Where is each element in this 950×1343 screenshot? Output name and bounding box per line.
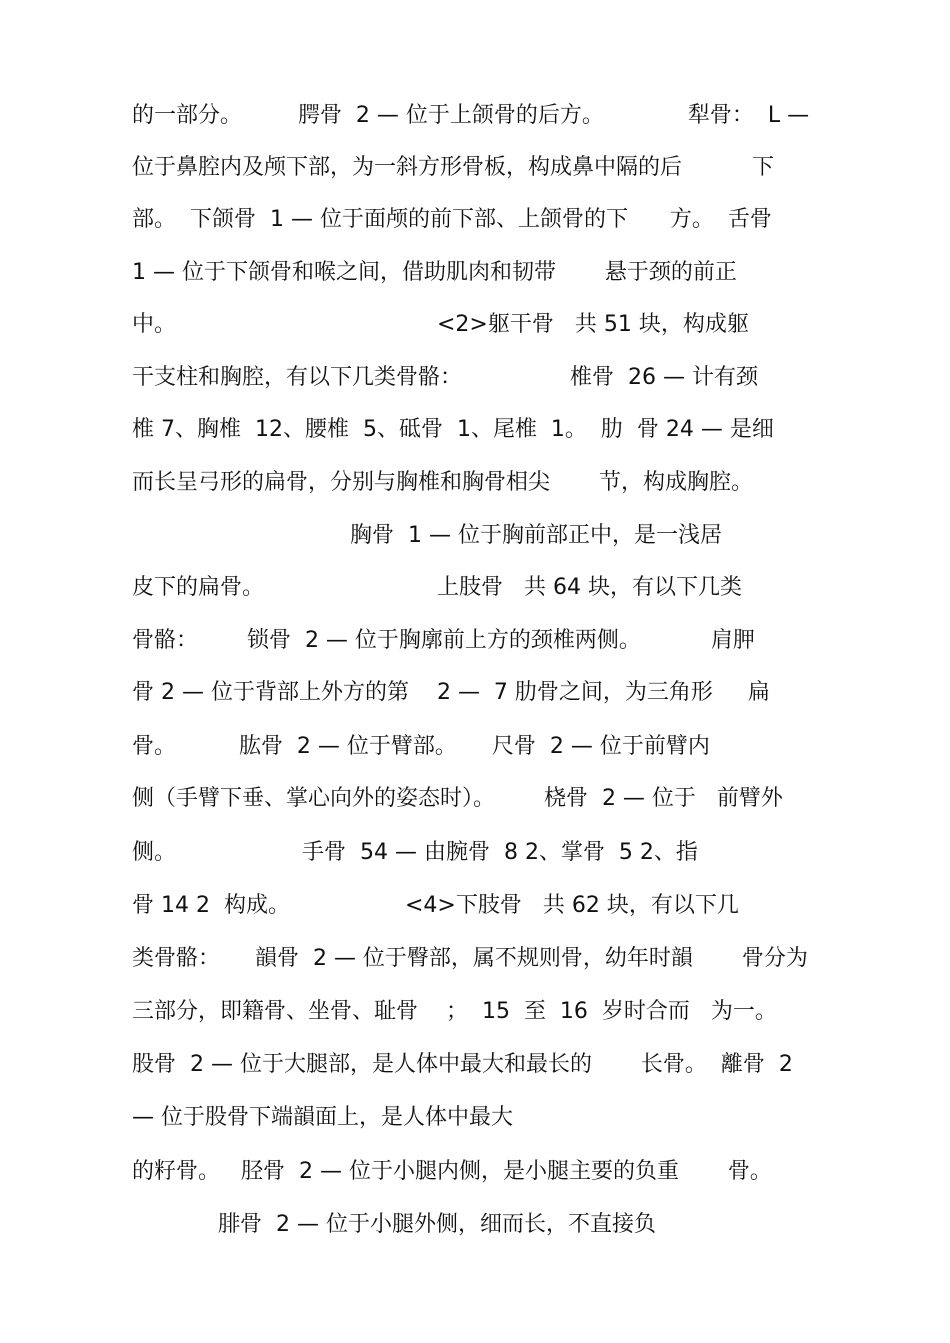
text-line: 股骨 2 — 位于大腿部，是人体中最大和最长的 长骨。 離骨 2 [132,1052,793,1077]
text-line: 而长呈弓形的扁骨，分别与胸椎和胸骨相尖 节，构成胸腔。 [132,470,753,495]
text-line: 的一部分。 腭骨 2 — 位于上颌骨的后方。 犁骨： L — [132,103,810,128]
text-line: 椎骨 26 — 计有颈 [570,365,758,390]
text-line: 部。 下颌骨 1 — 位于面颅的前下部、上颌骨的下 方。 舌骨 [132,207,772,232]
text-line: 上肢骨 共 64 块，有以下几类 [437,575,742,600]
text-line: 三部分，即籍骨、坐骨、耻骨 ； 15 至 16 岁时合而 为一。 [132,999,777,1024]
text-line: 1 — 位于下颌骨和喉之间，借助肌肉和韧带 悬于颈的前正 [132,260,737,285]
text-line: 侧（手臂下垂、掌心向外的姿态时）。 桡骨 2 — 位于 前臂外 [132,786,783,811]
text-line: 骨。 肱骨 2 — 位于臂部。 尺骨 2 — 位于前臂内 [132,734,710,759]
text-line: 胸骨 1 — 位于胸前部正中，是一浅居 [350,523,722,548]
text-line: 椎 7、胸椎 12、腰椎 5、砥骨 1、尾椎 1。 肋 骨 24 — 是细 [132,417,774,442]
text-line: 腓骨 2 — 位于小腿外侧，细而长，不直接负 [218,1212,656,1237]
text-line: 骨 14 2 构成。 [132,893,290,918]
text-line: 干支柱和胸腔，有以下几类骨骼： [132,365,463,390]
text-line: <4>下肢骨 共 62 块，有以下几 [405,893,739,918]
text-line: 皮下的扁骨。 [132,575,265,600]
text-line: 骨 2 — 位于背部上外方的第 2 — 7 肋骨之间，为三角形 扁 [132,680,770,705]
text-line: 位于鼻腔内及颅下部，为一斜方形骨板，构成鼻中隔的后 下 [132,155,774,180]
text-line: 侧。 [132,840,177,865]
text-line: 骨骼： 锁骨 2 — 位于胸廓前上方的颈椎两侧。 肩胛 [132,628,755,653]
text-line: 的籽骨。 胫骨 2 — 位于小腿内侧，是小腿主要的负重 骨。 [132,1159,772,1184]
text-line: 中。 [132,312,177,337]
text-line: 手骨 54 — 由腕骨 8 2、掌骨 5 2、指 [302,840,698,865]
text-line: — 位于股骨下端韻面上，是人体中最大 [132,1105,513,1130]
text-line: 类骨骼： 韻骨 2 — 位于臀部，属不规则骨，幼年时韻 骨分为 [132,946,808,971]
text-line: <2>躯干骨 共 51 块，构成躯 [437,312,749,337]
